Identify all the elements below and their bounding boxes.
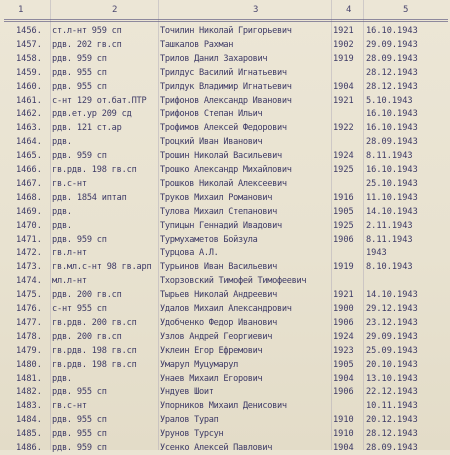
row-rank-unit: с-нт 955 сп [52,304,107,314]
row-number: 1464. [16,137,42,148]
row-number: 1483. [16,401,42,412]
row-full-name: Турьинов Иван Васильевич [160,262,277,273]
row-birth-year: 1919 [333,53,354,64]
row-birth-year: 1902 [333,39,354,50]
row-number: 1463. [16,123,42,134]
row-number: 1482. [16,387,42,398]
row-birth-year: 1905 [333,359,354,370]
row-date: 25.09.1943 [366,345,418,356]
table-row [0,135,450,149]
table-row [0,107,450,121]
row-rank-unit: рдв.ет.ур 209 сд [52,109,132,120]
row-rank-unit: гв.рдв. 198 гв.сп [52,359,137,370]
row-date: 8.11.1943 [366,151,413,162]
row-number: 1468. [16,192,42,203]
table-row [0,385,450,399]
row-rank-unit: гв.л-нт [52,248,87,259]
row-full-name: Урунов Турсун [160,429,224,440]
row-date: 11.10.1943 [366,192,418,203]
header-col-3: 3 [253,5,259,15]
row-full-name: Турцова А.Л. [160,248,219,259]
row-full-name: Тырьев Николай Андреевич [160,290,277,301]
row-number: 1485. [16,429,42,440]
row-full-name: Точилин Николай Григорьевич [160,26,292,36]
table-header [0,5,450,17]
row-date: 1943 [366,248,387,259]
row-rank-unit: рдв. 955 сп [52,67,107,78]
row-date: 8.10.1943 [366,262,413,273]
table-row [0,219,450,233]
row-rank-unit: рдв. [52,373,72,384]
row-number: 1475. [16,290,42,301]
row-number: 1470. [16,220,42,231]
row-full-name: Ундуев Шоит [160,387,214,398]
row-date: 29.09.1943 [366,331,418,342]
row-number: 1460. [16,81,42,92]
table-row [0,177,450,191]
header-rule [4,21,448,22]
row-rank-unit: рдв. 959 сп [52,151,107,162]
row-rank-unit: рдв. 202 гв.сп [52,39,122,50]
row-full-name: Трифонов Александр Иванович [160,95,292,106]
table-row [0,191,450,205]
row-rank-unit: рдв. 1854 иптап [52,192,127,203]
row-birth-year: 1910 [333,429,354,440]
row-full-name: Трофимов Алексей Федорович [160,123,287,134]
row-number: 1467. [16,178,42,189]
row-rank-unit: рдв. [52,206,72,217]
row-rank-unit: гв.мл.с-нт 98 гв.арп [52,262,152,273]
row-full-name: Трошко Александр Михайлович [160,165,292,175]
row-full-name: Уралов Турап [160,415,219,426]
row-birth-year: 1904 [333,443,354,453]
row-date: 29.12.1943 [366,304,418,314]
table-row [0,399,450,413]
header-col-5: 5 [403,5,409,15]
row-full-name: Усенко Алексей Павлович [160,443,273,453]
row-birth-year: 1904 [333,81,354,92]
row-birth-year: 1924 [333,151,354,162]
row-number: 1480. [16,359,42,370]
row-birth-year: 1921 [333,26,354,36]
row-date: 16.10.1943 [366,26,418,36]
row-number: 1476. [16,304,42,314]
row-full-name: Унаев Михаил Егорович [160,373,263,384]
row-rank-unit: гв.рдв. 198 гв.сп [52,345,137,356]
row-rank-unit: мл.л-нт [52,276,87,287]
table-row [0,246,450,260]
row-full-name: Турмухаметов Бойзула [160,234,258,245]
row-rank-unit: рдв. 955 сп [52,81,107,92]
row-birth-year: 1923 [333,345,354,356]
row-number: 1478. [16,331,42,342]
table-row [0,288,450,302]
row-rank-unit: рдв. [52,220,72,231]
row-number: 1459. [16,67,42,78]
row-full-name: Труков Михаил Романович [160,192,273,203]
row-birth-year: 1916 [333,192,354,203]
row-number: 1479. [16,345,42,356]
row-date: 20.12.1943 [366,415,418,426]
row-full-name: Упорников Михаил Денисович [160,401,287,412]
row-number: 1472. [16,248,42,259]
row-number: 1473. [16,262,42,273]
row-birth-year: 1906 [333,387,354,398]
row-number: 1458. [16,53,42,64]
row-full-name: Трошков Николай Алексеевич [160,178,287,189]
row-date: 22.12.1943 [366,387,418,398]
row-rank-unit: рдв. 121 ст.ар [52,123,122,134]
table-row [0,233,450,247]
row-date: 5.10.1943 [366,95,413,106]
row-number: 1484. [16,415,42,426]
table-row [0,94,450,108]
table-row [0,330,450,344]
row-date: 28.12.1943 [366,81,418,92]
table-row [0,163,450,177]
header-col-2: 2 [112,5,118,15]
row-number: 1465. [16,151,42,162]
row-rank-unit: гв.с-нт [52,401,87,412]
row-date: 16.10.1943 [366,165,418,175]
row-rank-unit: рдв. [52,137,72,148]
row-full-name: Удалов Михаил Александрович [160,304,292,314]
row-number: 1481. [16,373,42,384]
row-birth-year: 1905 [333,206,354,217]
row-birth-year: 1924 [333,331,354,342]
row-full-name: Тупицын Геннадий Ивадович [160,220,282,231]
row-number: 1456. [16,26,42,36]
row-birth-year: 1910 [333,415,354,426]
row-rank-unit: рдв. 955 сп [52,387,107,398]
row-date: 28.09.1943 [366,137,418,148]
row-birth-year: 1922 [333,123,354,134]
row-date: 20.10.1943 [366,359,418,370]
row-rank-unit: гв.рдв. 198 гв.сп [52,165,137,175]
row-full-name: Умарул Муцумарул [160,359,238,370]
row-date: 16.10.1943 [366,109,418,120]
row-rank-unit: рдв. 200 гв.сп [52,331,122,342]
row-birth-year: 1900 [333,304,354,314]
row-full-name: Тхорзовский Тимофей Тимофеевич [160,276,307,287]
row-date: 14.10.1943 [366,290,418,301]
row-full-name: Трифонов Степан Ильич [160,109,263,120]
row-birth-year: 1906 [333,234,354,245]
row-full-name: Троцкий Иван Иванович [160,137,263,148]
row-rank-unit: гв.с-нт [52,178,87,189]
row-rank-unit: гв.рдв. 200 гв.сп [52,317,137,328]
row-number: 1469. [16,206,42,217]
row-rank-unit: рдв. 959 сп [52,53,107,64]
table-row [0,302,450,316]
row-full-name: Трилдук Владимир Игнатьевич [160,81,292,92]
table-row [0,413,450,427]
row-birth-year: 1906 [333,317,354,328]
row-date: 28.12.1943 [366,429,418,440]
header-col-4: 4 [346,5,352,15]
row-birth-year: 1921 [333,290,354,301]
row-rank-unit: ст.л-нт 959 сп [52,26,122,36]
row-date: 16.10.1943 [366,123,418,134]
row-number: 1486. [16,443,42,453]
row-full-name: Уклеин Егор Ефремович [160,345,263,356]
header-rule [4,19,448,20]
table-row [0,24,450,38]
table-row [0,316,450,330]
row-date: 10.11.1943 [366,401,418,412]
row-rank-unit: рдв. 200 гв.сп [52,290,122,301]
table-row [0,52,450,66]
row-full-name: Трошин Николай Васильевич [160,151,282,162]
table-row [0,121,450,135]
table-row [0,80,450,94]
row-rank-unit: рдв. 959 сп [52,443,107,453]
row-full-name: Трилдус Василий Игнатьевич [160,67,287,78]
table-row [0,205,450,219]
row-date: 23.12.1943 [366,317,418,328]
table-row [0,38,450,52]
row-full-name: Трилов Данил Захарович [160,53,268,64]
row-birth-year: 1919 [333,262,354,273]
row-date: 25.10.1943 [366,178,418,189]
row-rank-unit: с-нт 129 от.бат.ПТР [52,95,147,106]
table-row [0,427,450,441]
row-number: 1457. [16,39,42,50]
table-row [0,260,450,274]
row-number: 1466. [16,165,42,175]
row-full-name: Ташкалов Рахман [160,39,234,50]
row-date: 14.10.1943 [366,206,418,217]
table-row [0,149,450,163]
row-birth-year: 1904 [333,373,354,384]
row-birth-year: 1921 [333,95,354,106]
table-row [0,274,450,288]
row-full-name: Удобченко Федор Иванович [160,317,277,328]
row-date: 13.10.1943 [366,373,418,384]
row-full-name: Узлов Андрей Георгиевич [160,331,273,342]
row-number: 1471. [16,234,42,245]
row-date: 29.09.1943 [366,39,418,50]
row-number: 1477. [16,317,42,328]
row-date: 28.09.1943 [366,443,418,453]
row-rank-unit: рдв. 955 сп [52,429,107,440]
row-rank-unit: рдв. 959 сп [52,234,107,245]
row-birth-year: 1925 [333,165,354,175]
table-row [0,441,450,455]
row-date: 2.11.1943 [366,220,413,231]
row-number: 1474. [16,276,42,287]
row-date: 28.09.1943 [366,53,418,64]
header-col-1: 1 [18,5,24,15]
row-rank-unit: рдв. 955 сп [52,415,107,426]
table-row [0,344,450,358]
row-full-name: Тулова Михаил Степанович [160,206,277,217]
table-row [0,66,450,80]
row-number: 1461. [16,95,42,106]
row-date: 8.11.1943 [366,234,413,245]
row-date: 28.12.1943 [366,67,418,78]
row-number: 1462. [16,109,42,120]
table-row [0,358,450,372]
table-row [0,372,450,386]
row-birth-year: 1925 [333,220,354,231]
